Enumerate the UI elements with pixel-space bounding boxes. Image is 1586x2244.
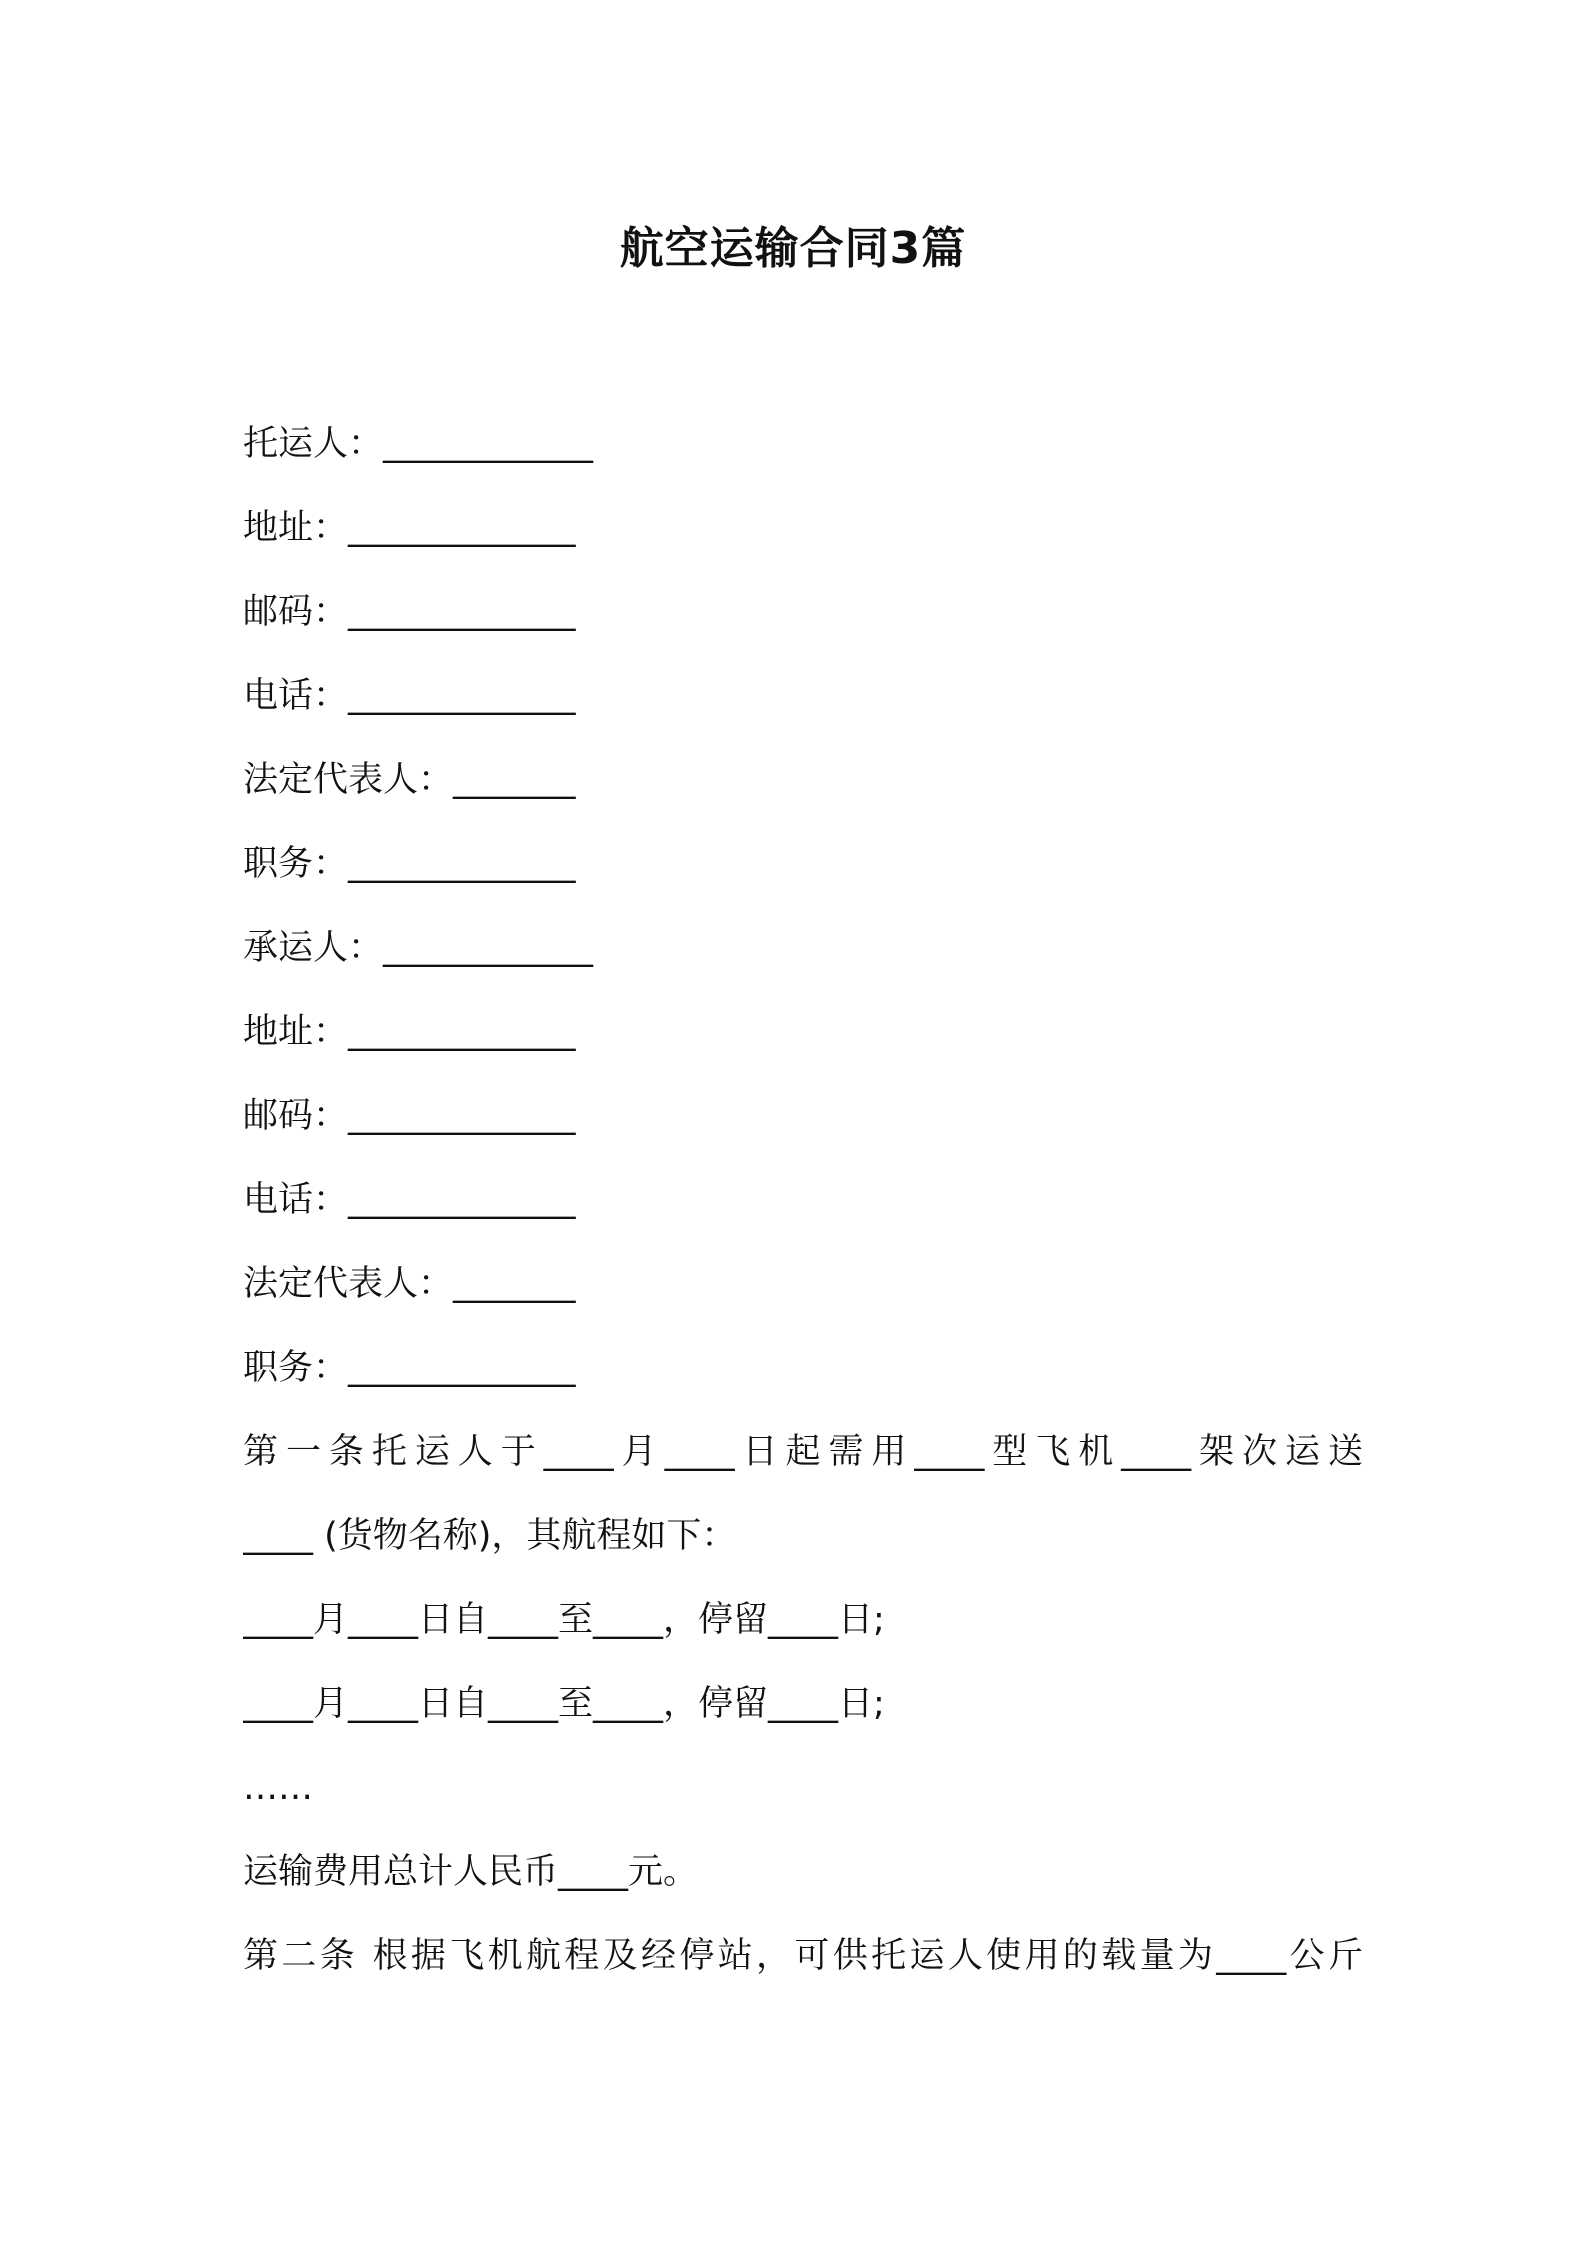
shipper-line: 托运人：____________ (243, 424, 594, 464)
transport-fee-line: 运输费用总计人民币____元。 (243, 1852, 699, 1892)
shipper-postcode-line: 邮码：_____________ (243, 592, 576, 632)
carrier-address-line: 地址：_____________ (243, 1012, 576, 1052)
carrier-phone-line: 电话：_____________ (243, 1180, 576, 1220)
ellipsis-line: …… (243, 1768, 313, 1808)
carrier-legal-rep-line: 法定代表人：_______ (243, 1264, 576, 1304)
route-line-1: ____月____日自____至____，停留____日; (243, 1600, 885, 1640)
article-1-cargo-line: ____ (货物名称)，其航程如下： (243, 1516, 737, 1556)
shipper-position-line: 职务：_____________ (243, 844, 576, 884)
shipper-legal-rep-line: 法定代表人：_______ (243, 760, 576, 800)
shipper-address-line: 地址：_____________ (243, 508, 576, 548)
carrier-position-line: 职务：_____________ (243, 1348, 576, 1388)
carrier-postcode-line: 邮码：_____________ (243, 1096, 576, 1136)
contract-body (243, 402, 1363, 1998)
carrier-line: 承运人：____________ (243, 928, 594, 968)
article-1-line: 第一条托运人于____月____日起需用____型飞机____架次运送 (243, 1432, 1363, 1472)
shipper-phone-line: 电话：_____________ (243, 676, 576, 716)
article-2-line: 第二条 根据飞机航程及经停站，可供托运人使用的载量为____公斤 (243, 1936, 1363, 1976)
document-title: 航空运输合同3篇 (619, 223, 967, 274)
route-line-2: ____月____日自____至____，停留____日; (243, 1684, 885, 1724)
